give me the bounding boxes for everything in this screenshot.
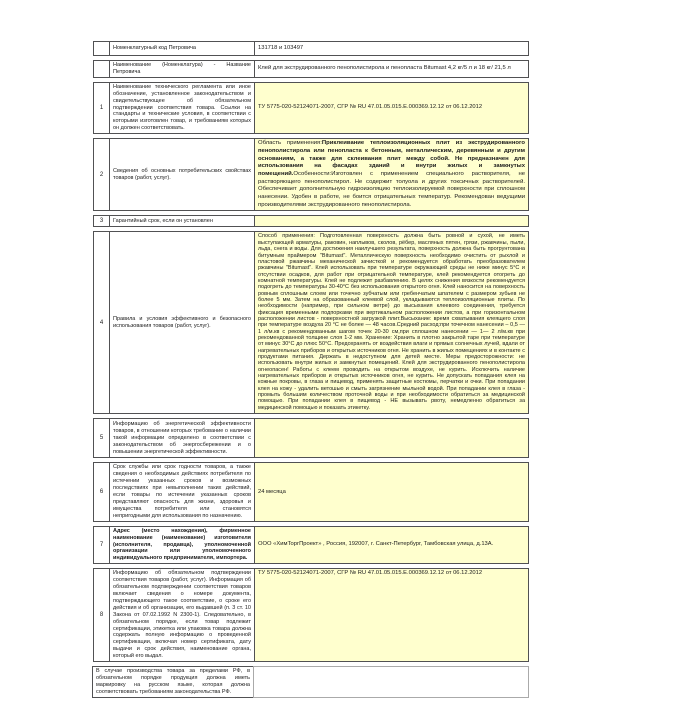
row-label-cell	[92, 666, 254, 698]
row-number-cell: 1	[93, 82, 110, 134]
table-row	[93, 418, 529, 458]
row-label-cell	[109, 568, 255, 662]
row-label: Наименование (Номенклатура) - Название Петровича	[113, 62, 251, 75]
row-value-cell	[254, 215, 529, 227]
row-value: 131718 и 103497	[258, 44, 304, 51]
row-value-segment: Приклеивание теплоизоляционных плит из экструдированного пенополистирола или пенопласта к бетонным, металлическим, деревянным и другим основаниям, а также для склеивания плит между собой. Не предназначен для использования на фасадах зданий и внутри жилых и замкнутых помещений.	[258, 140, 525, 177]
table-row	[93, 138, 529, 211]
row-label: Адрес (место нахождения), фирменное наименование (наименование) изготовителя (исполнителя, продавца), уполномоченной организации или уполномоченного индивидуального предпринимателя, импортера.	[113, 527, 251, 562]
row-value-cell	[254, 41, 529, 56]
table-row	[93, 82, 529, 134]
row-label-cell	[109, 41, 255, 56]
row-value-cell	[254, 60, 529, 78]
row-label: Информацию об обязательном подтверждении соответствия товаров (работ, услуг). Информация об обязательном подтверждении соответствия товаров включает сведения о номере документа, подтверждающего такое соответствие, о сроке его действия и об организации, его выдавшей (п. 3 ст. 10 Закона от 07.02.1992 N 2300-1). Следовательно, в обязательном порядке, если товар подлежит сертификации, этикетка или упаковка товара должна содержать полную информацию о проведенной сертификации, включая номер сертификата, дату выдачи и срок действия, наименование органа, который его выдал.	[113, 570, 251, 660]
row-label-cell	[109, 462, 255, 521]
table-row	[93, 568, 529, 662]
row-number-cell: 5	[93, 418, 110, 458]
row-value-cell	[254, 231, 529, 414]
row-label: В случае производства товара за пределами РФ, в обязательном порядке продукция должна иметь маркировку на русском языке, которая должна соответствовать требованиям законодательства РФ.	[96, 668, 250, 695]
row-label-cell	[109, 231, 255, 414]
row-number-cell: 2	[93, 138, 110, 211]
row-value-cell	[254, 82, 529, 134]
row-label-cell	[109, 418, 255, 458]
row-value	[258, 140, 525, 209]
row-value: Способ применения: Подготовленная поверхность должна быть ровной и сухой, не иметь выступающей арматуры, раковин, наплывов, сколов, рёбер, масляных пятен, грязи, ржавчины, пыли, льда, снега и воды. Для достижения наилучшего результата, поверхность должна быть прогрунтована битумным праймером "Bitumast". Металлическую поверхность необходимо очистить от рыхлой и пластовой ржавчины механической зачисткой и рекомендуется обработать преобразователем ржавчины "Bitumast". Клей использовать при температуре окружающей среды не ниже минус 5°С и отсутствии осадков, для работ при отрицательной температуре, клей рекомендуется отогреть до комнатной температуры. Клей не подлежит разбавлению. В целях снижения вязкости рекомендуется подогреть до температуры 30-40°С без использования открытого огня. Клей наносится на поверхность ровным сплошным слоем или точечно зубчатым или гребенчатым шпателем с размером зубьев не более 5 мм. Затем на образованный клеевой слой, укладываются теплоизоляционные плиты. По необходимости (например, при сильном ветре) до высыхания клеевого соединения, требуется фиксация временными подпорками при вертикальном расположении листов, а при горизонтальном расположении листов - поверхностной загрузкой плит.Высыхание: время схватывания клеящего слоя при температуре воздуха 20 °С не более — 48 часов.Средний расход:при точечном нанесении – 0,5 — 1 л/м.кв с рекомендованным шагом точек 20-30 см,при сплошном нанесении — 1— 2 л/м.кв при рекомендованной толщине слоя 1-2 мм. Хранение: Хранить в плотно закрытой таре при температуре от минус 30°С до плюс 50°С. Предохранять от воздействия влаги и прямых солнечных лучей, вдали от нагревательных приборов и открытых источников огня. Не хранить в жилых помещениях и в контакте с продуктами питания. Держать в недоступном для детей месте. Меры предосторожности: не использовать внутри жилых и замкнутых помещений. Клей для экструдированного пенополистирола огнеопасен! Работы с клеем проводить на открытом воздухе, не курить. Исключить наличие нагревательных приборов и открытых источников огня, не курить. Не допускать попадания клея на кожные покровы, в глаза и пищевод, применять защитные костюмы, перчатки и очки. При попадании клея на кожу - удалить ветошью и смыть загрязнение мыльной водой. При попадании клея в глаза - промыть большим количеством проточной воды и при необходимости обратиться за медицинской помощью. При попадании клея в пищевод - НЕ вызывать рвоту, немедленно обратиться за медицинской помощью и показать этикетку.	[258, 233, 525, 411]
table-row	[93, 60, 529, 78]
row-label-cell	[109, 82, 255, 134]
table-row	[93, 41, 529, 56]
row-label: Гарантийный срок, если он установлен	[113, 218, 213, 225]
row-number-cell: 7	[93, 526, 110, 565]
product-spec-table	[93, 41, 529, 702]
row-value-segment: Область применения:	[258, 140, 322, 147]
row-value-cell	[254, 138, 529, 211]
row-label: Информацию об энергетической эффективности товаров, в отношении которых требование о наличии такой информации определено в соответствии с законодательством об энергосбережении и о повышении энергетической эффективности.	[113, 421, 251, 455]
row-number-cell: 6	[93, 462, 110, 521]
row-value: 24 месяца	[258, 488, 286, 495]
row-number-cell	[93, 41, 110, 56]
row-number-cell: 8	[93, 568, 110, 662]
row-number-cell: 4	[93, 231, 110, 414]
row-value: ООО «ХимТоргПроект» , Россия, 192007, г. Санкт-Петербург, Тамбовская улица, д.13А.	[258, 541, 494, 548]
row-label: Наименование технического регламента или иное обозначение, установленное законодательством и свидетельствующее об обязательном подтверждении соответствия товара. Ссылки на стандарты и технические условия, в соответствии с которыми изготовлен товар, и требованиям которых он должен соответствовать.	[113, 83, 251, 132]
row-value-cell	[254, 568, 529, 662]
row-label: Срок службы или срок годности товаров, а также сведения о необходимых действиях потребителя по истечении указанных сроков и возможных последствиях при невыполнении таких действий, если товары по истечении указанных сроков представляют опасность для жизни, здоровья и имущества потребителя или становятся непригодными для использования по назначению.	[113, 464, 251, 519]
table-row	[93, 462, 529, 521]
row-label-cell	[109, 138, 255, 211]
row-label-cell	[109, 60, 255, 78]
table-row	[93, 526, 529, 565]
row-value: Клей для экструдированного пенополистирола и пенопласта Bitumast 4,2 кг/5 л и 18 кг/ 21,5 л	[258, 65, 511, 72]
table-row	[93, 666, 529, 698]
table-row	[93, 215, 529, 227]
row-value: ТУ 5775-020-52124071-2007, СГР № RU 47.01.05.015.Е.000369.12.12 от 06.12.2012	[258, 104, 483, 111]
row-label-cell	[109, 526, 255, 565]
row-number-cell	[93, 60, 110, 78]
table-row	[93, 231, 529, 414]
row-value-cell	[254, 418, 529, 458]
row-value-segment: Особенности:Изготовлен с применением специального растворителя, не растворяющего пенополистирол. Не содержит толуола и других токсичных растворителей. Обеспечивает дополнительную гидроизоляцию теплоизолируемой поверхности при сплошном нанесении. Удобен в работе, не боится отрицательных температур. Рекомендован ведущими производителями экструдированного пенополистирола.	[258, 170, 525, 208]
row-label-cell	[109, 215, 255, 227]
row-label: Номенклатурный код Петровича	[113, 45, 196, 52]
row-value-cell	[253, 666, 529, 698]
row-number-cell: 3	[93, 215, 110, 227]
row-value-cell	[254, 462, 529, 521]
row-value: ТУ 5775-020-52124071-2007, СГР № RU 47.01.05.015.Е.000369.12.12 от 06.12.2012	[258, 570, 483, 577]
row-label: Сведения об основных потребительских свойствах товаров (работ, услуг).	[113, 167, 251, 181]
row-label: Правила и условия эффективного и безопасного использования товаров (работ, услуг).	[113, 316, 251, 329]
row-value-cell	[254, 526, 529, 565]
